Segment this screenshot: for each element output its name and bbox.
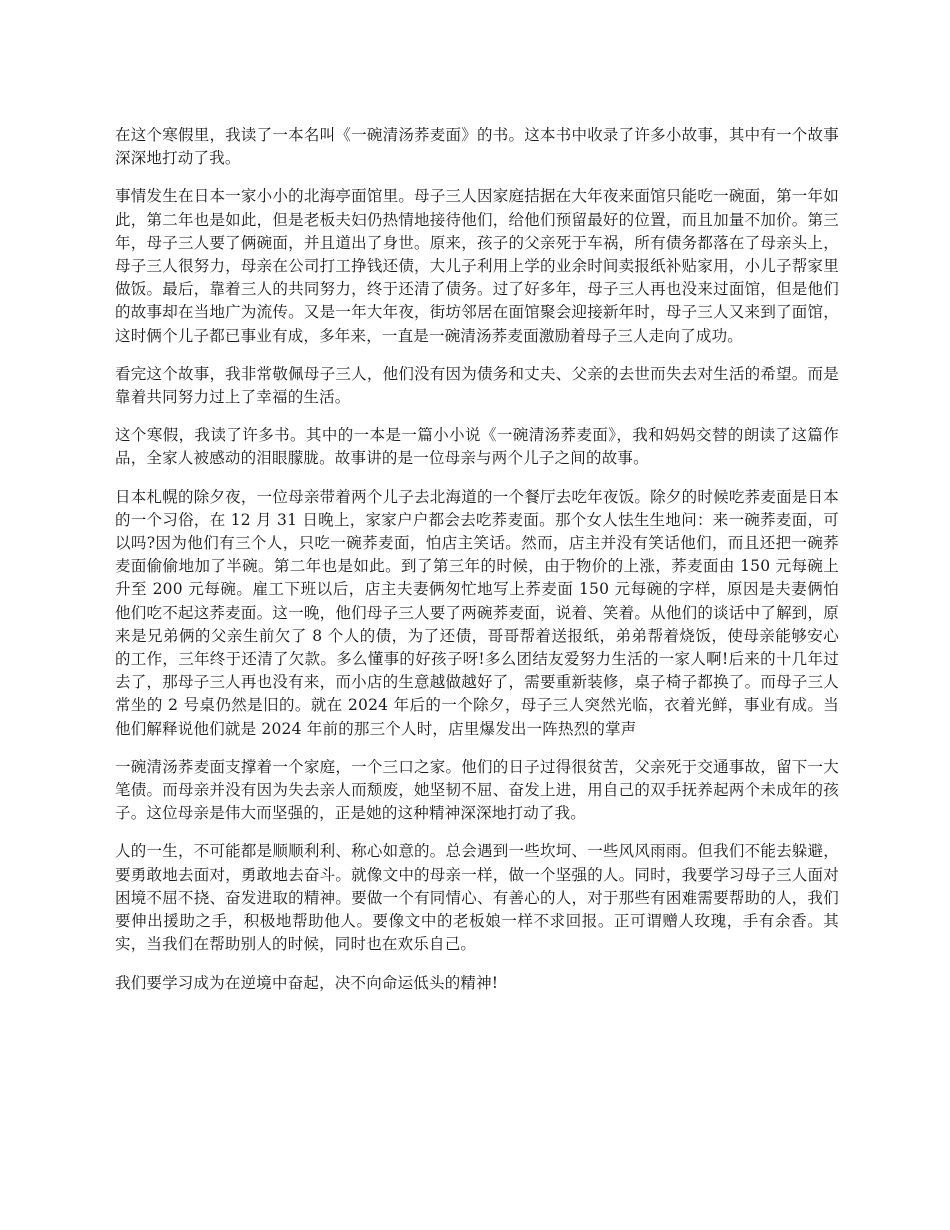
paragraph: 一碗清汤荞麦面支撑着一个家庭，一个三口之家。他们的日子过得很贫苦，父亲死于交通事故，留下一大笔债。而母亲并没有因为失去亲人而颓废，她坚韧不屈、奋发上进，用自己的双手抚养起两个未成年的孩子。这位母亲是伟大而坚强的，正是她的这种精神深深地打动了我。 (115, 757, 839, 823)
paragraph: 日本札幌的除夕夜，一位母亲带着两个儿子去北海道的一个餐厅去吃年夜饭。除夕的时候吃荞麦面是日本的一个习俗，在 12 月 31 日晚上，家家户户都会去吃荞麦面。那个女人怯生生地问：来一碗荞麦面，可以吗?因为他们有三个人，只吃一碗荞麦面，怕店主笑话。然而，店主并没有笑话他们，而且还把一碗荞麦面偷偷地加了半碗。第二年也是如此。到了第三年的时候，由于物价的上涨，荞麦面由 150 元每碗上升至 200 元每碗。雇工下班以后，店主夫妻俩匆忙地写上荞麦面 150 元每碗的字样，原因是夫妻俩怕他们吃不起这荞麦面。这一晚，他们母子三人要了两碗荞麦面，说着、笑着。从他们的谈话中了解到，原来是兄弟俩的父亲生前欠了 8 个人的债，为了还债，哥哥帮着送报纸，弟弟帮着烧饭，使母亲能够安心的工作，三年终于还清了欠款。多么懂事的好孩子呀!多么团结友爱努力生活的一家人啊!后来的十几年过去了，那母子三人再也没有来，而小店的生意越做越好了，需要重新装修，桌子椅子都换了。而母子三人常坐的 2 号桌仍然是旧的。就在 2024 年后的一个除夕，母子三人突然光临，衣着光鲜，事业有成。当他们解释说他们就是 2024 年前的那三个人时，店里爆发出一阵热烈的掌声 (115, 487, 839, 738)
document-body (115, 124, 839, 1010)
paragraph: 在这个寒假里，我读了一本名叫《一碗清汤荞麦面》的书。这本书中收录了许多小故事，其中有一个故事深深地打动了我。 (115, 126, 839, 168)
paragraph: 事情发生在日本一家小小的北海亭面馆里。母子三人因家庭拮据在大年夜来面馆只能吃一碗面，第一年如此，第二年也是如此，但是老板夫妇仍热情地接待他们，给他们预留最好的位置，而且加量不加价。第三年，母子三人要了俩碗面，并且道出了身世。原来，孩子的父亲死于车祸，所有债务都落在了母亲头上，母子三人很努力，母亲在公司打工挣钱还债，大儿子利用上学的业余时间卖报纸补贴家用，小儿子帮家里做饭。最后，靠着三人的共同努力，终于还清了债务。过了好多年，母子三人再也没来过面馆，但是他们的故事却在当地广为流传。又是一年大年夜，街坊邻居在面馆聚会迎接新年时，母子三人又来到了面馆，这时俩个儿子都已事业有成，多年来，一直是一碗清汤荞麦面激励着母子三人走向了成功。 (115, 187, 839, 345)
paragraph: 我们要学习成为在逆境中奋起，决不向命运低头的精神! (115, 973, 499, 992)
paragraph: 看完这个故事，我非常敬佩母子三人，他们没有因为债务和丈夫、父亲的去世而失去对生活的希望。而是靠着共同努力过上了幸福的生活。 (115, 364, 839, 407)
paragraph: 这个寒假，我读了许多书。其中的一本是一篇小小说《一碗清汤荞麦面》，我和妈妈交替的朗读了这篇作品，全家人被感动的泪眼朦胧。故事讲的是一位母亲与两个儿子之间的故事。 (115, 426, 839, 468)
paragraph: 人的一生，不可能都是顺顺利利、称心如意的。总会遇到一些坎坷、一些风风雨雨。但我们不能去躲避，要勇敢地去面对，勇敢地去奋斗。就像文中的母亲一样，做一个坚强的人。同时，我要学习母子三人面对困境不屈不挠、奋发进取的精神。要做一个有同情心、有善心的人，对于那些有困难需要帮助的人，我们要伸出援助之手，积极地帮助他人。要像文中的老板娘一样不求回报。正可谓赠人玫瑰，手有余香。其实，当我们在帮助别人的时候，同时也在欢乐自己。 (115, 842, 839, 954)
